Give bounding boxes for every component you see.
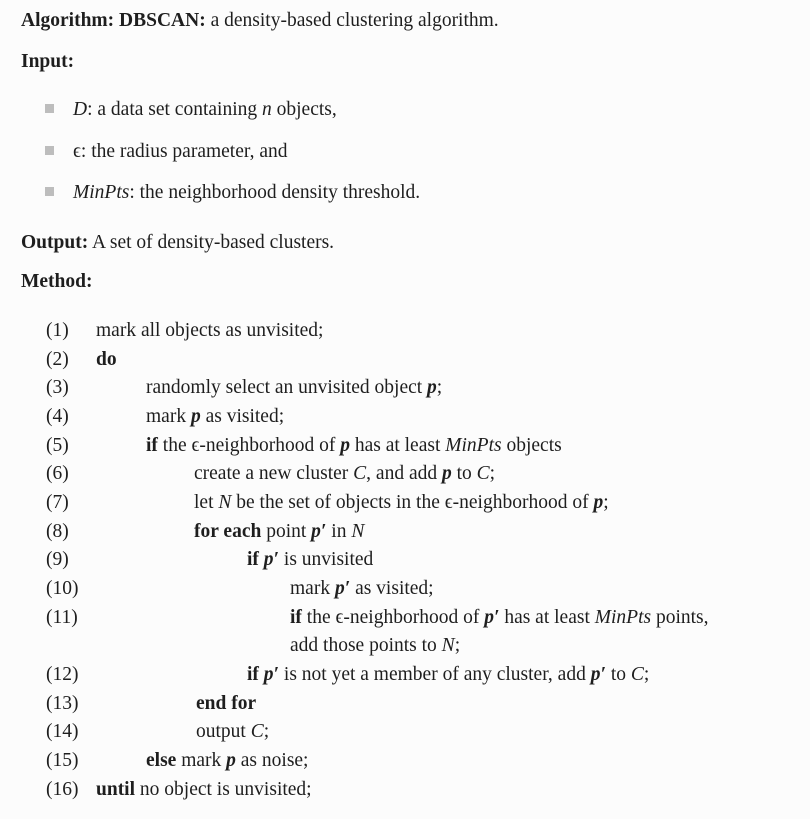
step-text-part: ;: [643, 664, 650, 685]
keyword-else: else: [146, 750, 177, 771]
keyword-if: if: [146, 435, 158, 456]
var-c: C: [250, 721, 264, 742]
step-text: [146, 378, 442, 398]
method-step-11: [0, 608, 810, 632]
algorithm-description: a density-based clustering algorithm.: [210, 10, 499, 31]
step-text: [290, 579, 434, 599]
step-text: [96, 780, 312, 800]
output-text: A set of density-based clusters.: [88, 232, 335, 253]
algorithm-title-line: [21, 11, 499, 31]
step-text-part: create a new cluster: [194, 463, 354, 484]
input-item-text: : the radius parameter, and: [80, 141, 288, 162]
input-item-var: n: [262, 99, 272, 120]
input-item-name: MinPts: [73, 182, 130, 203]
var-p: p: [190, 406, 201, 427]
step-text-part: to: [451, 463, 477, 484]
method-step-16: [0, 780, 810, 804]
keyword-if: if: [290, 607, 302, 628]
method-step-15: [0, 751, 810, 775]
step-text-part: as visited;: [350, 578, 434, 599]
step-text: [96, 321, 323, 341]
step-text-part: , and add: [366, 463, 442, 484]
output-line: [21, 233, 334, 253]
step-text: [146, 751, 308, 771]
step-text-part: has at least: [499, 607, 595, 628]
step-number: (6): [46, 463, 69, 484]
var-p-prime: p′: [263, 664, 280, 685]
input-item-name: ϵ: [73, 141, 81, 162]
step-number: (9): [46, 549, 69, 570]
bullet-square-icon: [45, 104, 54, 113]
var-p: p: [340, 435, 350, 456]
method-step-6: [0, 464, 810, 488]
step-text-part: mark: [176, 750, 227, 771]
step-number: (8): [46, 521, 69, 542]
var-p-prime: p′: [311, 521, 327, 542]
step-text: [194, 464, 495, 484]
step-text-part: to: [605, 664, 631, 685]
step-text-part: objects: [501, 435, 562, 456]
keyword-do: do: [96, 349, 117, 370]
var-c: C: [476, 463, 490, 484]
step-text-part: ;: [603, 492, 609, 513]
step-text-part: let: [194, 492, 219, 513]
method-step-7: [0, 493, 810, 517]
method-step-4: [0, 407, 810, 431]
method-step-10: [0, 579, 810, 603]
input-item-rest: objects,: [271, 99, 337, 120]
step-text: [247, 665, 649, 685]
var-n: N: [351, 521, 365, 542]
var-c: C: [630, 664, 644, 685]
bullet-square-icon: [45, 187, 54, 196]
step-text-part: is unvisited: [279, 549, 374, 570]
var-minpts: MinPts: [445, 435, 502, 456]
step-text: [146, 436, 562, 456]
step-text-part: add those points to: [290, 635, 442, 656]
input-item-text: : the neighborhood density threshold.: [129, 182, 421, 203]
step-text: [196, 694, 256, 714]
step-text-part: be the set of objects in the ϵ-neighborhood of: [231, 492, 594, 513]
method-step-5: [0, 436, 810, 460]
step-text-part: no object is unvisited;: [135, 779, 312, 800]
var-c: C: [353, 463, 367, 484]
method-step-9: [0, 550, 810, 574]
step-text-part: ;: [436, 377, 443, 398]
method-label: Method:: [21, 271, 93, 292]
var-n: N: [441, 635, 455, 656]
keyword-for-each: for each: [194, 521, 262, 542]
step-text-part: as visited;: [200, 406, 285, 427]
step-text-part: points,: [651, 607, 709, 628]
step-text-part: mark: [146, 406, 191, 427]
step-text-part: point: [261, 521, 312, 542]
algorithm-name: DBSCAN:: [119, 10, 206, 31]
input-label: Input:: [21, 51, 75, 72]
step-number: (3): [46, 377, 69, 398]
var-p-prime: p′: [590, 664, 606, 685]
step-text: [247, 550, 373, 570]
step-text: [194, 493, 609, 513]
output-label: Output:: [21, 232, 89, 253]
step-text-part: randomly select an unvisited object: [146, 377, 428, 398]
input-heading: [21, 52, 74, 72]
step-text: [96, 350, 117, 370]
keyword-if: if: [247, 549, 259, 570]
step-text-part: mark all objects as unvisited;: [96, 320, 324, 341]
step-text-part: in: [326, 521, 352, 542]
var-p-prime: p′: [334, 578, 351, 599]
step-text: [290, 608, 709, 628]
input-item-data-set: [45, 100, 337, 120]
input-item-name: D: [73, 99, 88, 120]
input-item-minpts: [45, 183, 420, 203]
var-minpts: MinPts: [594, 607, 652, 628]
step-number: (11): [46, 607, 78, 628]
step-number: (1): [46, 320, 69, 341]
step-number: (14): [46, 721, 79, 742]
step-text-part: the ϵ-neighborhood of: [301, 607, 485, 628]
step-number: (5): [46, 435, 69, 456]
step-text-part: ;: [454, 635, 461, 656]
step-number: (15): [46, 750, 79, 771]
step-text: [194, 522, 364, 542]
step-number: (12): [46, 664, 79, 685]
step-text-part: has at least: [349, 435, 446, 456]
step-number: (13): [46, 693, 79, 714]
step-text: [146, 407, 284, 427]
method-step-3: [0, 378, 810, 402]
method-step-1: [0, 321, 810, 345]
input-item-text: : a data set containing: [87, 99, 262, 120]
method-step-8: [0, 522, 810, 546]
var-p: p: [226, 750, 236, 771]
step-number: (4): [46, 406, 69, 427]
var-p: p: [593, 492, 604, 513]
method-step-11-continued: [0, 636, 810, 660]
step-text-part: mark: [290, 578, 335, 599]
method-step-12: [0, 665, 810, 689]
step-number: (16): [46, 779, 79, 800]
method-step-14: [0, 722, 810, 746]
step-number: (2): [46, 349, 69, 370]
step-number: (10): [46, 578, 79, 599]
step-text: [196, 722, 269, 742]
var-n: N: [218, 492, 232, 513]
var-p-prime: p′: [263, 549, 280, 570]
step-text-part: as noise;: [235, 750, 309, 771]
step-text: [290, 636, 460, 656]
step-text-part: ;: [263, 721, 270, 742]
input-item-radius: [45, 142, 288, 162]
algorithm-label: Algorithm:: [21, 10, 115, 31]
keyword-end-for: end for: [196, 693, 257, 714]
var-p: p: [441, 463, 452, 484]
step-text-part: is not yet a member of any cluster, add: [279, 664, 591, 685]
keyword-if: if: [247, 664, 259, 685]
var-p-prime: p′: [484, 607, 500, 628]
step-text-part: output: [196, 721, 251, 742]
step-text-part: the ϵ-neighborhood of: [157, 435, 341, 456]
step-text-part: ;: [489, 463, 496, 484]
bullet-square-icon: [45, 146, 54, 155]
var-p: p: [427, 377, 437, 398]
method-heading: [21, 272, 93, 292]
step-number: (7): [46, 492, 69, 513]
method-step-13: [0, 694, 810, 718]
method-step-2: [0, 350, 810, 374]
keyword-until: until: [96, 779, 136, 800]
